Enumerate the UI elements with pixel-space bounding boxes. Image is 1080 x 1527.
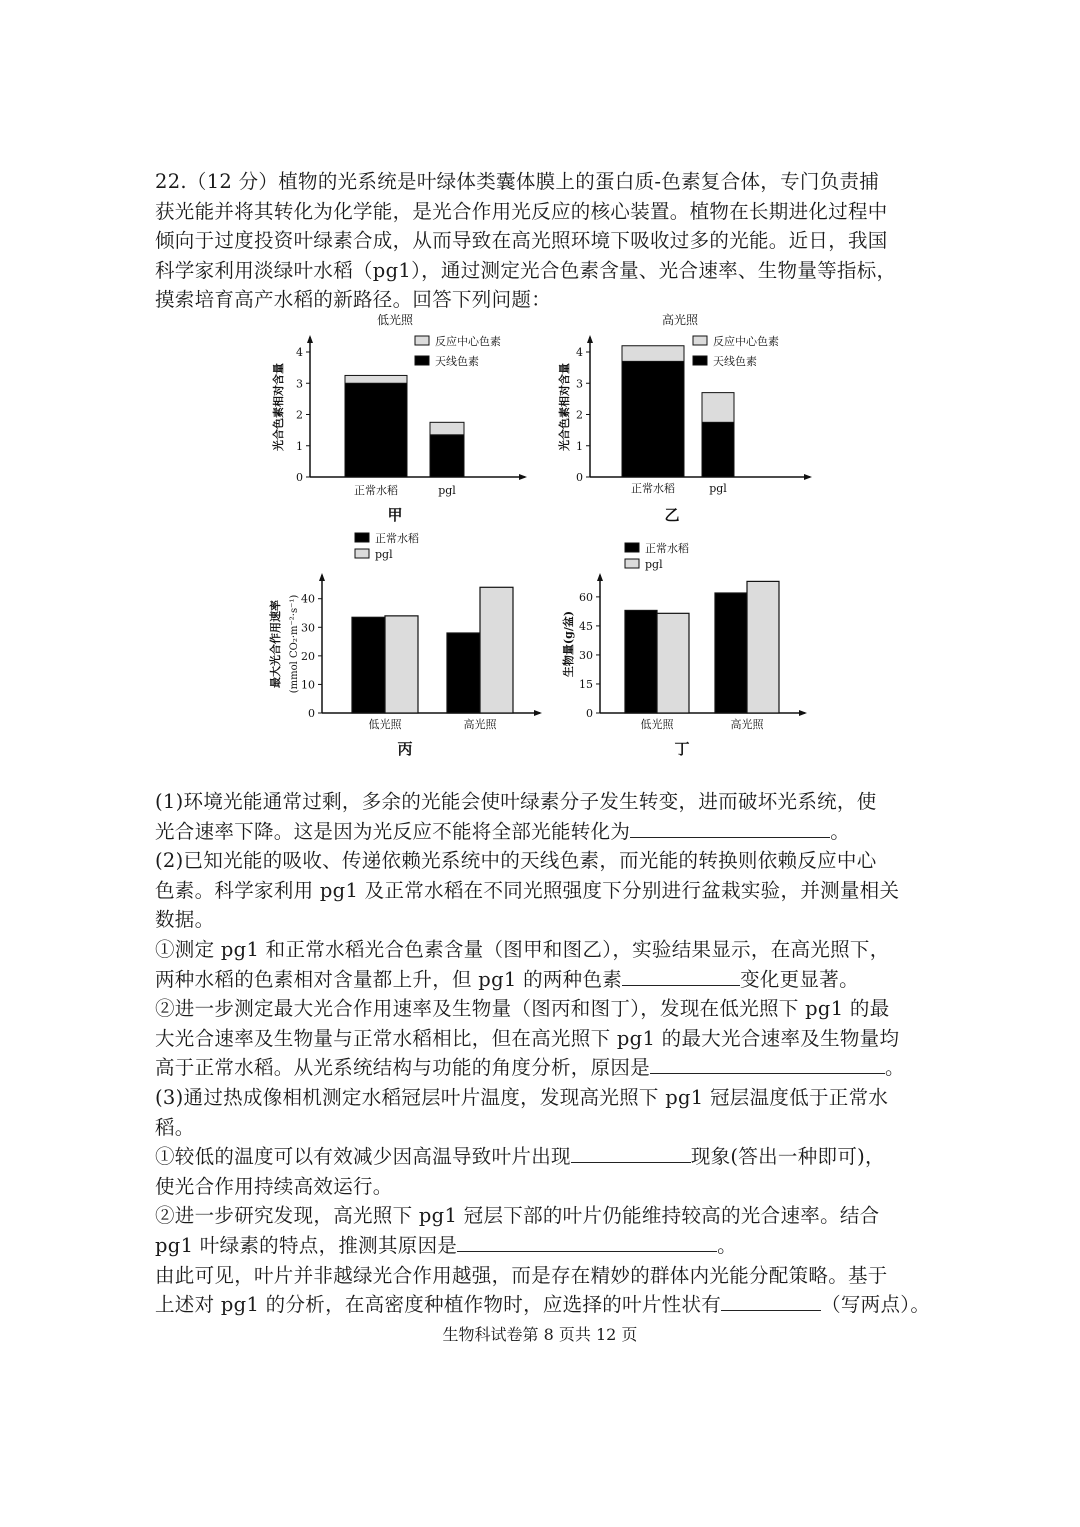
y-tick-label: 15 xyxy=(579,677,593,691)
x-category-label: 低光照 xyxy=(640,718,674,731)
y-axis-arrow xyxy=(319,573,325,581)
questions-body xyxy=(155,787,931,1320)
y-axis-label: 光合色素相对含量 xyxy=(558,363,571,451)
y-tick-label: 1 xyxy=(576,439,583,453)
chart-bing xyxy=(265,530,550,769)
question-intro xyxy=(155,167,920,315)
bar-reaction-center xyxy=(345,375,407,383)
y-tick-label: 60 xyxy=(579,590,593,604)
bar-pgl xyxy=(747,581,779,713)
legend-label: 反应中心色素 xyxy=(435,335,501,348)
legend-label: 反应中心色素 xyxy=(713,335,779,348)
legend-label: 正常水稻 xyxy=(375,532,419,545)
q2b-line: 高于正常水稻。从光系统结构与功能的角度分析，原因是 。 xyxy=(155,1053,920,1083)
x-category-label: 高光照 xyxy=(730,718,764,731)
legend-label: 天线色素 xyxy=(713,355,757,368)
x-category-label: 高光照 xyxy=(463,718,497,731)
legend-swatch xyxy=(355,549,369,558)
legend-swatch xyxy=(625,559,639,568)
chart-ding-svg xyxy=(555,530,830,765)
y-tick-label: 4 xyxy=(296,346,303,359)
chart-caption: 乙 xyxy=(664,506,680,524)
q3a-line: 使光合作用持续高效运行。 xyxy=(155,1174,393,1198)
y-tick-label: 0 xyxy=(586,707,593,720)
answer-blank-4[interactable] xyxy=(571,1142,691,1163)
q4-line: 由此可见，叶片并非越绿光合作用越强，而是存在精妙的群体内光能分配策略。基于 xyxy=(155,1263,888,1287)
q2b-line: ②进一步测定最大光合作用速率及生物量（图丙和图丁），发现在低光照下 pg1 的最 xyxy=(155,997,890,1021)
x-category-label: 正常水稻 xyxy=(631,482,675,495)
q2-line: 数据。 xyxy=(155,908,215,932)
x-axis-arrow xyxy=(534,710,542,716)
y-tick-label: 1 xyxy=(296,439,303,453)
y-tick-label: 20 xyxy=(301,649,315,663)
q4-line: 上述对 pg1 的分析，在高密度种植作物时，应选择的叶片性状有 （写两点）。 xyxy=(155,1290,920,1320)
answer-blank-5[interactable] xyxy=(457,1231,717,1252)
q2-line: (2)已知光能的吸收、传递依赖光系统中的天线色素，而光能的转换则依赖反应中心 xyxy=(155,849,877,873)
bar-antenna xyxy=(345,383,407,477)
x-axis-arrow xyxy=(804,474,812,480)
bar-antenna xyxy=(702,422,734,477)
y-tick-label: 40 xyxy=(301,592,315,606)
q3b-line: ②进一步研究发现，高光照下 pg1 冠层下部的叶片仍能维持较高的光合速率。结合 xyxy=(155,1204,880,1228)
y-tick-label: 10 xyxy=(301,678,315,692)
q3a-line: ①较低的温度可以有效减少因高温导致叶片出现 现象(答出一种即可)， xyxy=(155,1142,920,1172)
intro-line: 摸索培育高产水稻的新路径。回答下列问题： xyxy=(155,288,552,312)
y-tick-label: 3 xyxy=(296,377,303,391)
chart-caption: 丁 xyxy=(674,740,690,758)
intro-line: 倾向于过度投资叶绿素合成，从而导致在高光照环境下吸收过多的光能。近日，我国 xyxy=(155,229,888,253)
chart-ding xyxy=(555,530,830,769)
y-axis-label: 光合色素相对含量 xyxy=(272,363,285,451)
legend-swatch xyxy=(625,543,639,552)
bar-normal-rice xyxy=(352,617,385,713)
intro-line: 科学家利用淡绿叶水稻（pg1），通过测定光合色素含量、光合速率、生物量等指标， xyxy=(155,258,897,282)
y-axis-label: 生物量(g/盆) xyxy=(562,610,575,678)
answer-blank-1[interactable] xyxy=(630,817,830,838)
x-axis-arrow xyxy=(799,710,807,716)
x-category-label: 低光照 xyxy=(368,718,402,731)
q3b-line: pg1 叶绿素的特点，推测其原因是 。 xyxy=(155,1231,920,1261)
legend-swatch xyxy=(693,356,707,365)
legend-swatch xyxy=(355,533,369,542)
y-tick-label: 30 xyxy=(301,621,315,635)
legend-swatch xyxy=(415,336,429,345)
y-axis-label: 最大光合作用速率 xyxy=(269,600,282,688)
y-tick-label: 0 xyxy=(308,707,315,720)
bar-pgl xyxy=(480,587,513,713)
intro-line: 获光能并将其转化为化学能，是光合作用光反应的核心装置。植物在长期进化过程中 xyxy=(155,199,888,223)
q2b-line: 大光合速率及生物量与正常水稻相比，但在高光照下 pg1 的最大光合速率及生物量均 xyxy=(155,1026,900,1050)
y-tick-label: 2 xyxy=(296,408,303,422)
chart-jia-svg xyxy=(265,312,540,527)
chart-bing-svg xyxy=(265,530,550,765)
chart-yi-svg xyxy=(555,312,830,527)
legend-swatch xyxy=(693,336,707,345)
legend-label: pgl xyxy=(645,558,663,571)
page-footer: 生物科试卷第 8 页共 12 页 xyxy=(442,1325,638,1344)
y-axis-arrow xyxy=(307,335,313,343)
q1-line: 光合速率下降。这是因为光反应不能将全部光能转化为 。 xyxy=(155,817,920,847)
chart-title: 高光照 xyxy=(661,313,699,327)
y-tick-label: 45 xyxy=(579,619,593,633)
answer-blank-2[interactable] xyxy=(622,965,740,986)
y-axis-arrow xyxy=(587,335,593,343)
y-axis-unit: (mmol CO₂·m⁻²·s⁻¹) xyxy=(289,594,300,694)
bar-normal-rice xyxy=(715,593,747,713)
answer-blank-6[interactable] xyxy=(721,1290,821,1311)
bar-normal-rice xyxy=(447,633,480,713)
chart-caption: 丙 xyxy=(397,740,413,758)
bar-reaction-center xyxy=(430,422,464,435)
chart-caption: 甲 xyxy=(387,506,403,524)
legend-label: 天线色素 xyxy=(435,355,479,368)
x-category-label: pgl xyxy=(709,482,727,495)
q3-line: (3)通过热成像相机测定水稻冠层叶片温度，发现高光照下 pg1 冠层温度低于正常水 xyxy=(155,1085,889,1109)
chart-yi xyxy=(555,312,830,531)
legend-label: pgl xyxy=(375,548,393,561)
y-tick-label: 0 xyxy=(576,471,583,484)
x-category-label: 正常水稻 xyxy=(354,484,398,497)
answer-blank-3[interactable] xyxy=(650,1053,885,1074)
q1-line: (1)环境光能通常过剩，多余的光能会使叶绿素分子发生转变，进而破坏光系统，使 xyxy=(155,790,877,813)
legend-label: 正常水稻 xyxy=(645,542,689,555)
chart-title: 低光照 xyxy=(376,313,414,327)
bar-pgl xyxy=(385,616,418,713)
y-tick-label: 30 xyxy=(579,648,593,662)
chart-jia xyxy=(265,312,540,531)
x-category-label: pgl xyxy=(438,484,456,497)
q2-line: 色素。科学家利用 pg1 及正常水稻在不同光照强度下分别进行盆栽实验，并测量相关 xyxy=(155,878,900,902)
q2a-line: ①测定 pg1 和正常水稻光合色素含量（图甲和图乙），实验结果显示，在高光照下， xyxy=(155,937,890,961)
bar-reaction-center xyxy=(702,393,734,423)
bar-antenna xyxy=(622,361,684,477)
intro-line: 22.（12 分）植物的光系统是叶绿体类囊体膜上的蛋白质-色素复合体，专门负责捕 xyxy=(155,170,880,193)
q3-line: 稻。 xyxy=(155,1115,195,1139)
bar-reaction-center xyxy=(622,346,684,362)
legend-swatch xyxy=(415,356,429,365)
y-tick-label: 3 xyxy=(576,377,583,391)
x-axis-arrow xyxy=(519,474,527,480)
y-axis-arrow xyxy=(597,573,603,581)
y-tick-label: 0 xyxy=(296,471,303,484)
bar-normal-rice xyxy=(625,610,657,713)
bar-antenna xyxy=(430,435,464,477)
q2a-line: 两种水稻的色素相对含量都上升，但 pg1 的两种色素 变化更显著。 xyxy=(155,965,920,995)
bar-pgl xyxy=(657,613,689,713)
y-tick-label: 4 xyxy=(576,346,583,359)
y-tick-label: 2 xyxy=(576,408,583,422)
